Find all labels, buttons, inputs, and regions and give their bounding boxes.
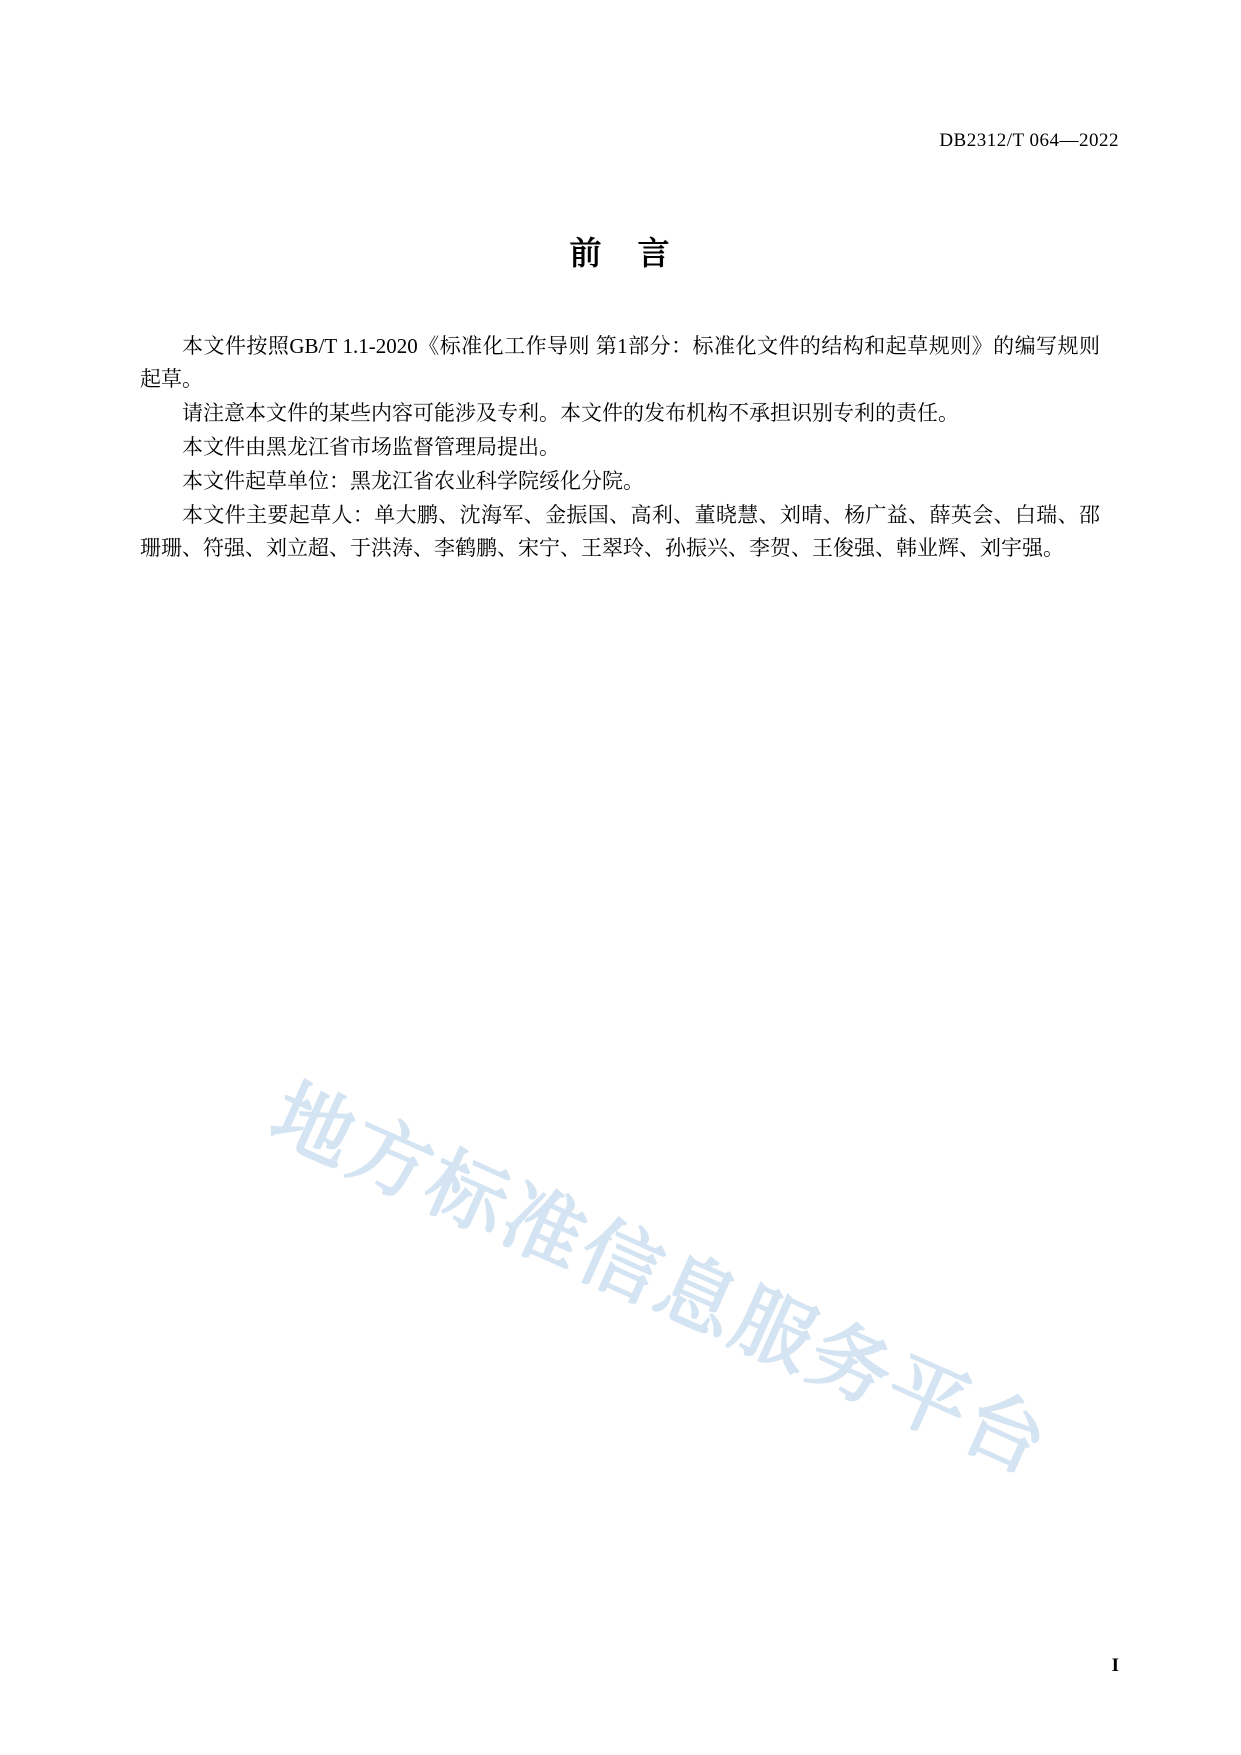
foreword-paragraph: 本文件主要起草人：单大鹏、沈海军、金振国、高利、董晓慧、刘晴、杨广益、薛英会、白瑞、邵珊珊、符强、刘立超、于洪涛、李鹤鹏、宋宁、王翠玲、孙振兴、李贺、王俊强、韩业辉、刘宇强。: [140, 503, 1100, 560]
foreword-paragraph: 请注意本文件的某些内容可能涉及专利。本文件的发布机构不承担识别专利的责任。: [182, 401, 959, 425]
foreword-paragraph: 本文件起草单位：黑龙江省农业科学院绥化分院。: [182, 469, 644, 493]
page-number: I: [1111, 1655, 1119, 1676]
foreword-paragraph: 本文件由黑龙江省市场监督管理局提出。: [182, 435, 560, 459]
standard-code-header: DB2312/T 064—2022: [939, 130, 1119, 151]
foreword-paragraph: 本文件按照GB/T 1.1-2020《标准化工作导则 第1部分：标准化文件的结构和起草规则》的编写规则起草。: [140, 334, 1100, 391]
page-title-left: 前: [569, 234, 604, 272]
foreword-body: [140, 330, 1100, 566]
watermark-text: 地方标准信息服务平台: [258, 1065, 1064, 1494]
page-title: [0, 228, 1241, 274]
page-title-right: 言: [637, 234, 672, 272]
watermark: [250, 905, 1064, 1494]
